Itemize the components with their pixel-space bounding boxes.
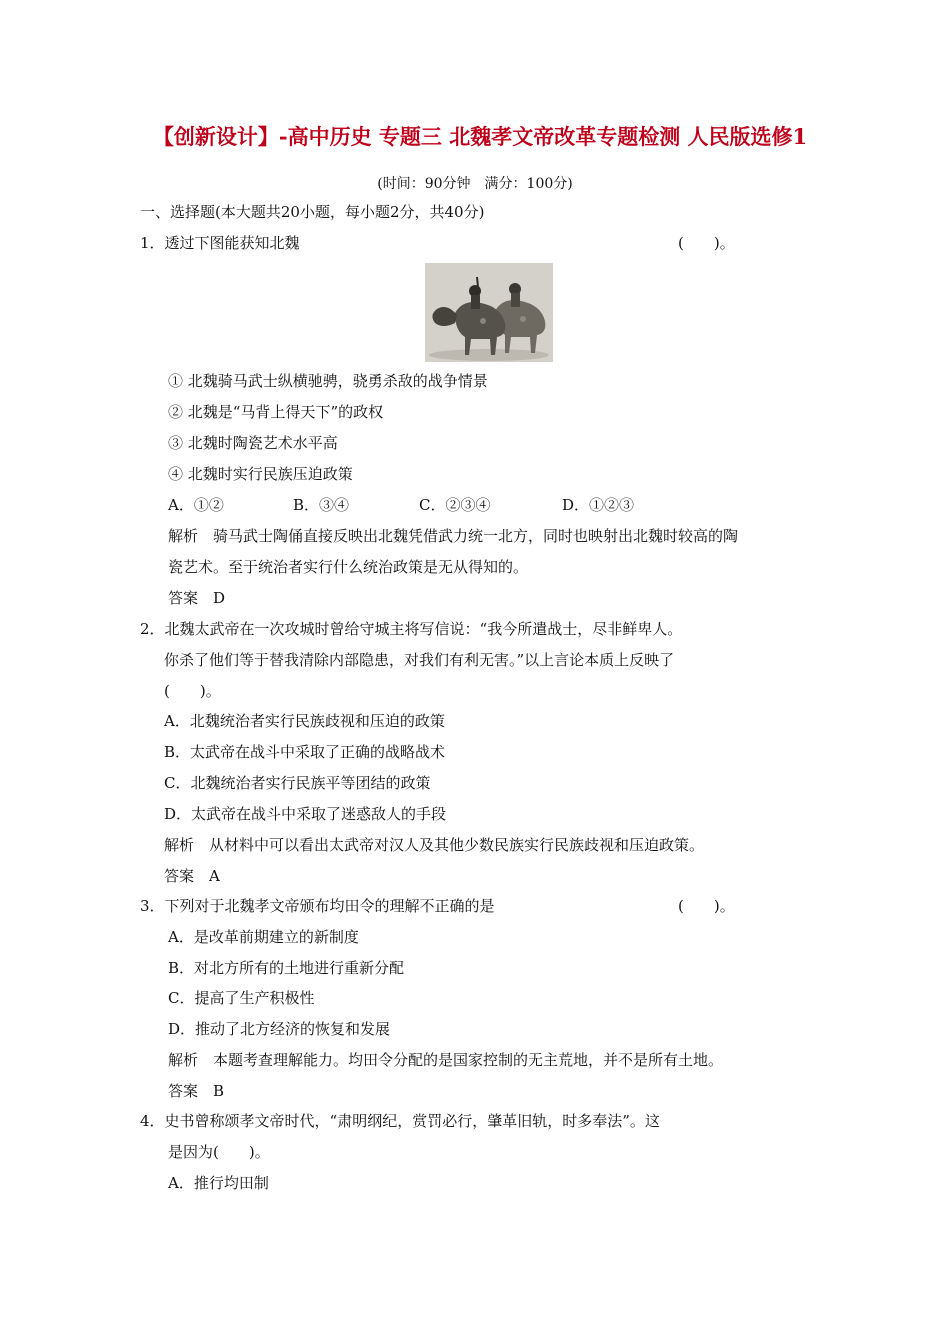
question-1-analysis-cont: 瓷艺术。至于统治者实行什么统治政策是无从得知的。 [168, 558, 529, 576]
question-2-analysis: 解析 从材料中可以看出太武帝对汉人及其他少数民族实行民族歧视和压迫政策。 [164, 836, 705, 854]
question-2-option-a: A．北魏统治者实行民族歧视和压迫的政策 [164, 712, 445, 730]
cavalry-figurine-photo [425, 263, 553, 362]
question-1-answer: 答案 D [168, 589, 226, 607]
question-1-item: ① 北魏骑马武士纵横驰骋，骁勇杀敌的战争情景 [168, 372, 488, 390]
question-2-stem-cont: 你杀了他们等于替我清除内部隐患，对我们有利无害。”以上言论本质上反映了 [164, 651, 675, 669]
figurine-illustration [425, 263, 553, 362]
question-3-option-a: A．是改革前期建立的新制度 [168, 928, 359, 946]
question-3-blank: ( )。 [678, 897, 735, 915]
question-3-option-b: B．对北方所有的土地进行重新分配 [168, 959, 405, 977]
question-1-option-c: C．②③④ [419, 496, 491, 514]
question-4-stem-cont: 是因为( )。 [168, 1143, 270, 1161]
section-heading: 一、选择题(本大题共20小题，每小题2分，共40分) [140, 203, 485, 221]
question-3-option-c: C．提高了生产积极性 [168, 989, 315, 1007]
question-1-option-a: A．①② [168, 496, 224, 514]
exam-time-score: (时间：90分钟 满分：100分) [377, 176, 573, 192]
question-4-stem: 4．史书曾称颂孝文帝时代，“肃明纲纪，赏罚必行，肇革旧轨，时多奉法”。这 [140, 1112, 660, 1130]
question-2-blank: ( )。 [164, 682, 221, 700]
question-1-item: ④ 北魏时实行民族压迫政策 [168, 465, 353, 483]
document-title: 【创新设计】-高中历史 专题三 北魏孝文帝改革专题检测 人民版选修1 [152, 124, 808, 149]
question-4-option-a: A．推行均田制 [168, 1174, 269, 1192]
question-3-answer: 答案 B [168, 1082, 225, 1100]
question-3-stem: 3．下列对于北魏孝文帝颁布均田令的理解不正确的是 [140, 897, 495, 915]
question-1-item: ③ 北魏时陶瓷艺术水平高 [168, 434, 338, 452]
question-3-option-d: D．推动了北方经济的恢复和发展 [168, 1020, 391, 1038]
question-2-stem: 2．北魏太武帝在一次攻城时曾给守城主将写信说：“我今所遣战士，尽非鲜卑人。 [140, 620, 683, 638]
question-2-option-b: B．太武帝在战斗中采取了正确的战略战术 [164, 743, 446, 761]
question-2-option-c: C．北魏统治者实行民族平等团结的政策 [164, 774, 431, 792]
question-3-analysis: 解析 本题考查理解能力。均田令分配的是国家控制的无主荒地，并不是所有土地。 [168, 1051, 724, 1069]
question-2-option-d: D．太武帝在战斗中采取了迷惑敌人的手段 [164, 805, 447, 823]
question-1-option-b: B．③④ [293, 496, 350, 514]
question-1-option-d: D．①②③ [562, 496, 635, 514]
question-1-blank: ( )。 [678, 234, 735, 252]
question-1-analysis: 解析 骑马武士陶俑直接反映出北魏凭借武力统一北方，同时也映射出北魏时较高的陶 [168, 527, 739, 545]
question-1-stem: 1．透过下图能获知北魏 [140, 234, 300, 252]
question-2-answer: 答案 A [164, 867, 220, 885]
question-1-item: ② 北魏是“马背上得天下”的政权 [168, 403, 384, 421]
